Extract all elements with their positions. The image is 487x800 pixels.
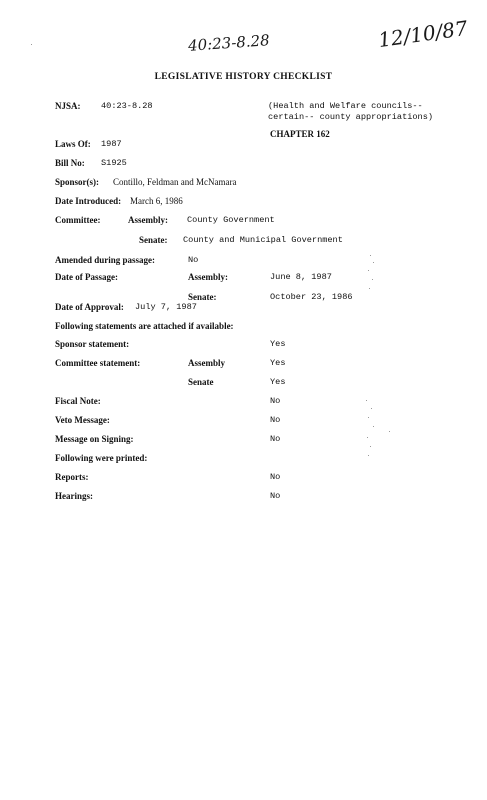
bill-no-label: Bill No: [55,158,85,168]
sponsor-statement-value: Yes [270,339,286,349]
committee-senate-value: County and Municipal Government [183,235,343,245]
hearings-label: Hearings: [55,491,93,501]
subject-line-2: certain-- county appropriations) [268,112,434,122]
sponsors-label: Sponsor(s): [55,177,100,187]
passage-assembly-value: June 8, 1987 [270,272,332,282]
amended-label: Amended during passage: [55,255,156,265]
committee-statement-senate-label: Senate [188,377,214,387]
laws-of-label: Laws Of: [55,139,91,149]
date-introduced-label: Date Introduced: [55,196,122,206]
committee-statement-assembly-label: Assembly [188,358,226,368]
passage-senate-value: October 23, 1986 [270,292,353,302]
amended-value: No [188,255,199,265]
veto-message-label: Veto Message: [55,415,110,425]
message-on-signing-label: Message on Signing: [55,434,134,444]
committee-assembly-value: County Government [187,215,275,225]
committee-statement-label: Committee statement: [55,358,141,368]
subject-description [268,101,433,123]
date-of-approval-value: July 7, 1987 [135,302,197,312]
sponsor-statement-label: Sponsor statement: [55,339,130,349]
committee-senate-label: Senate: [139,235,168,245]
committee-assembly-label: Assembly: [128,215,168,225]
reports-value: No [270,472,281,482]
page-title: LEGISLATIVE HISTORY CHECKLIST [154,72,333,82]
date-of-approval-label: Date of Approval: [55,302,124,312]
passage-assembly-label: Assembly: [188,272,228,282]
fiscal-note-label: Fiscal Note: [55,396,101,406]
bill-no-value: S1925 [101,158,127,168]
chapter-number: CHAPTER 162 [270,129,330,139]
committee-label: Committee: [55,215,101,225]
laws-of-value: 1987 [101,139,122,149]
passage-senate-label: Senate: [188,292,217,302]
date-of-passage-label: Date of Passage: [55,272,118,282]
subject-line-1: (Health and Welfare councils-- [268,101,423,111]
njsa-value: 40:23-8.28 [101,101,153,111]
committee-statement-assembly-value: Yes [270,358,286,368]
sponsors-value: Contillo, Feldman and McNamara [113,177,237,187]
handwritten-statute-number: 40:23-8.28 [187,31,271,55]
printed-heading: Following were printed: [55,453,148,463]
committee-statement-senate-value: Yes [270,377,286,387]
message-on-signing-value: No [270,434,281,444]
njsa-label: NJSA: [55,101,81,111]
reports-label: Reports: [55,472,89,482]
date-introduced-value: March 6, 1986 [130,196,183,206]
handwritten-date: 12/10/87 [376,15,470,53]
attached-statements-heading: Following statements are attached if available: [55,321,234,331]
hearings-value: No [270,491,281,501]
veto-message-value: No [270,415,281,425]
fiscal-note-value: No [270,396,281,406]
